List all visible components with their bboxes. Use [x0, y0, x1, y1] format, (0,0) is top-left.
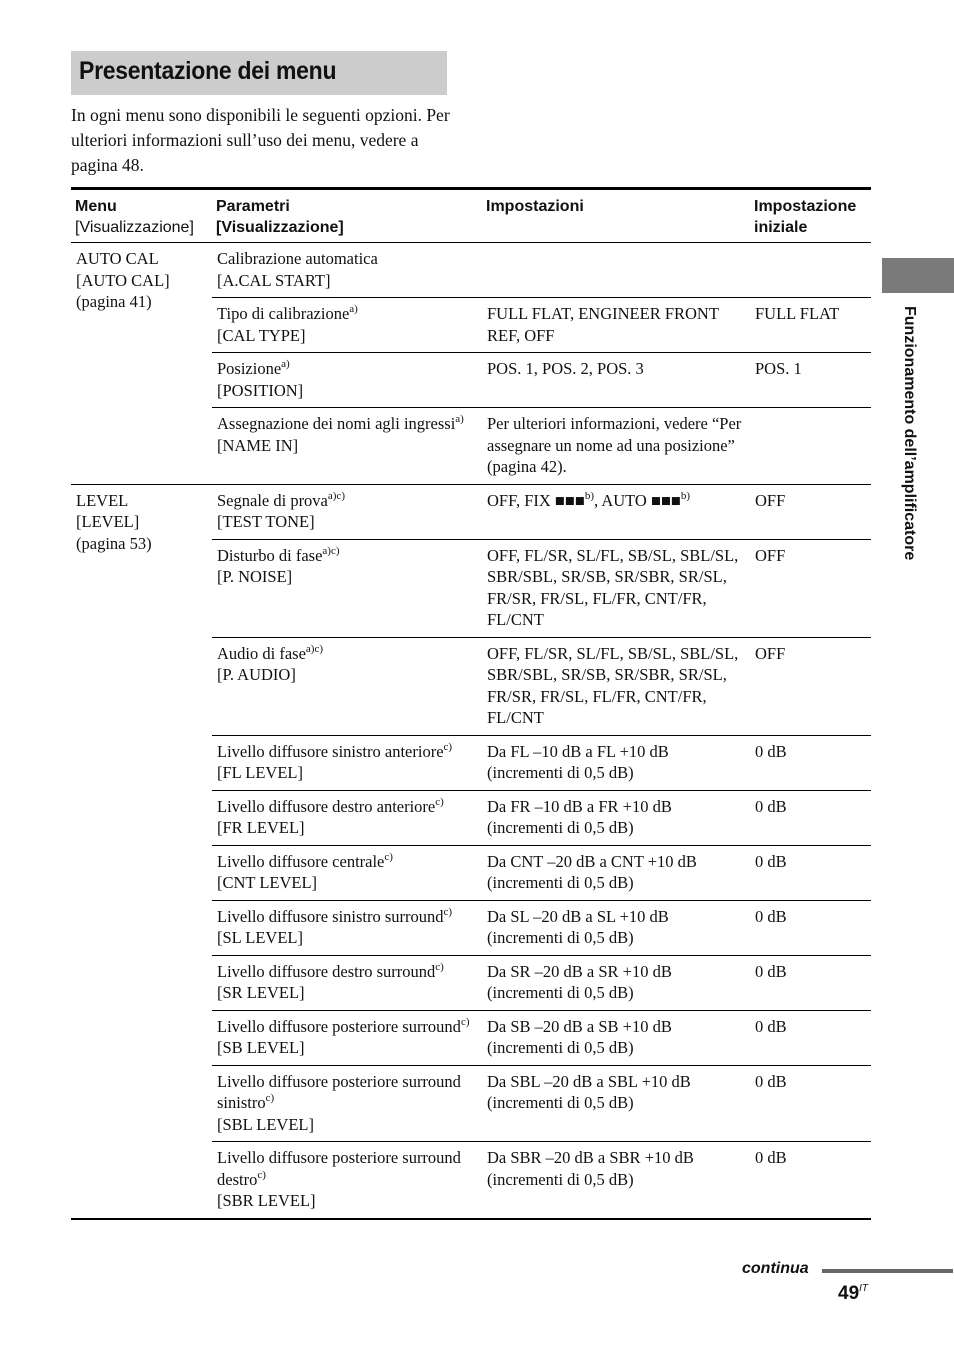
param-cell: [212, 484, 482, 539]
menu-line: [AUTO CAL]: [76, 270, 170, 290]
param-name-text: Segnale di prova: [217, 490, 328, 510]
param-cell: [212, 539, 482, 637]
param-name: [217, 413, 478, 435]
header-settings: Impostazioni: [482, 190, 750, 243]
param-display: [SB LEVEL]: [217, 1038, 305, 1057]
param-name-text: Livello diffusore destro anteriore: [217, 796, 436, 816]
param-name: [217, 796, 478, 818]
initial-cell: 0 dB: [750, 1010, 871, 1065]
footnote-ref: c): [443, 905, 453, 918]
intro-paragraph: In ogni menu sono disponibili le seguenti opzioni. Per ulteriori informazioni sull’uso dei menu, vedere a pagina 48.: [71, 105, 450, 175]
initial-cell: 0 dB: [750, 735, 871, 790]
param-display: [POSITION]: [217, 380, 304, 400]
param-name-text: Livello diffusore posteriore surround destro: [217, 1148, 461, 1189]
settings-cell: Da SL –20 dB a SL +10 dB (incrementi di 0,5 dB): [482, 900, 750, 955]
footnote-ref: a): [349, 303, 358, 315]
footnote-ref: c): [435, 960, 444, 973]
section-title-bar: [71, 51, 447, 95]
param-cell: [212, 900, 482, 955]
param-display: [P. AUDIO]: [217, 665, 296, 684]
param-cell: [212, 790, 482, 845]
initial-cell: 0 dB: [750, 1065, 871, 1142]
param-display: [A.CAL START]: [217, 270, 331, 290]
settings-cell: POS. 1, POS. 2, POS. 3: [482, 353, 750, 408]
header-menu: [71, 190, 212, 243]
param-cell: [212, 353, 482, 408]
page-number-suffix: IT: [859, 1283, 869, 1294]
page-number-value: 49: [838, 1283, 860, 1304]
chapter-side-label: [896, 306, 918, 636]
param-name-text: Livello diffusore posteriore surround: [217, 1016, 461, 1036]
param-name-text: Posizione: [217, 359, 282, 378]
param-name-text: Assegnazione dei nomi agli ingressi: [217, 414, 456, 433]
param-cell: [212, 298, 482, 353]
initial-cell: 0 dB: [750, 790, 871, 845]
settings-cell: Da FL –10 dB a FL +10 dB (incrementi di 0,5 dB): [482, 735, 750, 790]
settings-cell: Da FR –10 dB a FR +10 dB (incrementi di 0,5 dB): [482, 790, 750, 845]
settings-cell: OFF, FL/SR, SL/FL, SB/SL, SBL/SL, SBR/SBL, SR/SB, SR/SBR, SR/SL, FR/SR, FR/SL, FL/FR, CNT/FR, FL/CNT: [482, 637, 750, 735]
param-display: [TEST TONE]: [217, 512, 315, 531]
param-name: [217, 1016, 478, 1038]
menu-line: [LEVEL]: [76, 512, 140, 531]
settings-text: OFF, FIX ■■■: [487, 490, 585, 510]
header-param-label: Parametri: [216, 198, 290, 215]
initial-cell: 0 dB: [750, 845, 871, 900]
menu-line: AUTO CAL: [76, 249, 159, 268]
menu-table: [71, 187, 871, 1220]
menu-line: LEVEL: [76, 490, 129, 510]
param-name-text: Livello diffusore destro surround: [217, 961, 436, 981]
header-menu-sub: [Visualizzazione]: [75, 219, 194, 236]
param-cell: [212, 408, 482, 485]
header-initial: Impostazione iniziale: [750, 190, 871, 243]
footnote-ref: c): [435, 795, 444, 808]
page-number: [838, 1283, 868, 1305]
footnote-ref: c): [443, 740, 453, 753]
settings-cell: Da CNT –20 dB a CNT +10 dB (incrementi di 0,5 dB): [482, 845, 750, 900]
param-name: [217, 1071, 478, 1114]
initial-cell: [750, 243, 871, 298]
param-display: [CAL TYPE]: [217, 325, 306, 345]
footnote-ref: c): [257, 1168, 266, 1181]
continued-label: continua: [742, 1260, 809, 1277]
initial-cell: OFF: [750, 484, 871, 539]
param-name: [217, 490, 478, 512]
param-name-text: Livello diffusore sinistro surround: [217, 906, 444, 926]
footnote-ref: a)c): [322, 544, 340, 557]
menu-cell: [71, 243, 212, 485]
continued-line: [822, 1269, 953, 1273]
param-cell: [212, 1010, 482, 1065]
footnote-ref: a)c): [305, 642, 323, 655]
param-display: [SBR LEVEL]: [217, 1191, 316, 1210]
header-param-sub: [Visualizzazione]: [216, 219, 344, 236]
param-cell: [212, 1142, 482, 1218]
chapter-side-label-text: Funzionamento dell’amplificatore: [901, 306, 918, 561]
menu-line: (pagina 41): [76, 292, 152, 311]
initial-cell: POS. 1: [750, 353, 871, 408]
initial-cell: 0 dB: [750, 900, 871, 955]
param-name: [217, 248, 478, 270]
param-display: [CNT LEVEL]: [217, 873, 318, 892]
param-cell: [212, 845, 482, 900]
param-display: [SR LEVEL]: [217, 983, 305, 1002]
settings-cell: [482, 243, 750, 298]
footnote-ref: b): [584, 489, 594, 502]
settings-cell: Da SB –20 dB a SB +10 dB (incrementi di 0,5 dB): [482, 1010, 750, 1065]
param-display: [FR LEVEL]: [217, 818, 305, 837]
param-name: [217, 961, 478, 983]
param-cell: [212, 955, 482, 1010]
table-bottom-rule: [71, 1218, 871, 1220]
footnote-ref: c): [265, 1092, 275, 1104]
param-name: [217, 851, 478, 873]
param-name-text: Tipo di calibrazione: [217, 304, 350, 323]
initial-cell: 0 dB: [750, 1142, 871, 1218]
param-name: [217, 303, 478, 325]
initial-cell: FULL FLAT: [750, 298, 871, 353]
settings-text: , AUTO ■■■: [593, 490, 681, 510]
table-body: [71, 243, 871, 1218]
footnote-ref: b): [680, 489, 691, 502]
param-name: [217, 906, 478, 928]
param-name-text: Livello diffusore centrale: [217, 851, 385, 871]
footnote-ref: c): [460, 1015, 470, 1028]
param-name-text: Disturbo di fase: [217, 545, 323, 565]
param-name-text: Livello diffusore posteriore surround sinistro: [217, 1071, 461, 1112]
param-display: [FL LEVEL]: [217, 763, 303, 782]
param-name: [217, 358, 478, 380]
param-display: [P. NOISE]: [217, 567, 293, 586]
initial-cell: OFF: [750, 539, 871, 637]
footnote-ref: a): [455, 413, 464, 425]
param-display: [SL LEVEL]: [217, 928, 303, 947]
param-name: [217, 643, 478, 665]
param-name-text: Livello diffusore sinistro anteriore: [217, 741, 444, 761]
settings-cell: Da SBR –20 dB a SBR +10 dB (incrementi di 0,5 dB): [482, 1142, 750, 1218]
settings-cell: Per ulteriori informazioni, vedere “Per assegnare un nome ad una posizione” (pagina 42).: [482, 408, 750, 485]
chapter-tab-marker: [882, 258, 954, 293]
initial-cell: OFF: [750, 637, 871, 735]
param-cell: [212, 1065, 482, 1142]
param-display: [NAME IN]: [217, 435, 299, 455]
param-cell: [212, 637, 482, 735]
table-header-row: [71, 190, 871, 243]
header-menu-label: Menu: [75, 198, 117, 215]
table-row: [71, 243, 871, 298]
settings-cell: [482, 484, 750, 539]
header-param: [212, 190, 482, 243]
param-cell: [212, 243, 482, 298]
param-name-text: Audio di fase: [217, 643, 306, 663]
table-row: [71, 484, 871, 539]
param-name-text: Calibrazione automatica: [217, 249, 378, 268]
param-display: [SBL LEVEL]: [217, 1114, 314, 1134]
section-title: Presentazione dei menu: [79, 57, 337, 85]
param-name: [217, 1147, 478, 1190]
footnote-ref: a)c): [327, 489, 345, 502]
initial-cell: [750, 408, 871, 485]
param-name: [217, 545, 478, 567]
settings-cell: Da SBL –20 dB a SBL +10 dB (incrementi di 0,5 dB): [482, 1065, 750, 1142]
menu-line: (pagina 53): [76, 533, 152, 553]
initial-cell: 0 dB: [750, 955, 871, 1010]
footnote-ref: a): [281, 358, 290, 370]
menu-cell: [71, 484, 212, 1218]
settings-cell: OFF, FL/SR, SL/FL, SB/SL, SBL/SL, SBR/SBL, SR/SB, SR/SBR, SR/SL, FR/SR, FR/SL, FL/FR, CNT/FR, FL/CNT: [482, 539, 750, 637]
footnote-ref: c): [384, 850, 393, 863]
settings-cell: Da SR –20 dB a SR +10 dB (incrementi di 0,5 dB): [482, 955, 750, 1010]
param-cell: [212, 735, 482, 790]
settings-cell: FULL FLAT, ENGINEER FRONT REF, OFF: [482, 298, 750, 353]
param-name: [217, 741, 478, 763]
